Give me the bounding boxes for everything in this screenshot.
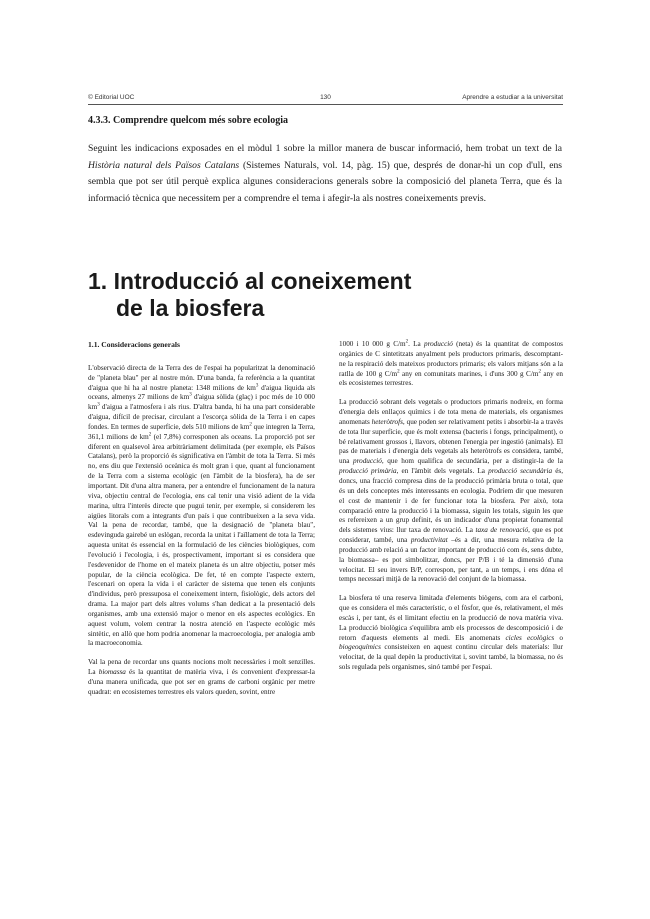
header-rule xyxy=(88,104,563,105)
right-column xyxy=(339,340,563,682)
left-column xyxy=(88,340,315,707)
intro-paragraph: Seguint les indicacions exposades en el mòdul 1 sobre la millor manera de buscar informació, hem trobat un text de la Història natural dels Països Catalans (Sistemes Naturals, vol. 14, pàg. 15) que, després de donar-hi un cop d'ull, ens sembla que pot ser útil perquè explica algunes consideracions generals sobre la composició del planeta Terra, que és la informació tècnica que necessitem per a comprendre el tema i afegir-la als nostres coneixements previs. xyxy=(88,143,562,204)
chapter-title-line2: de la biosfera xyxy=(116,295,265,321)
chapter-title-line1: 1. Introducció al coneixement xyxy=(88,268,412,294)
book-title-label: Aprendre a estudiar a la universitat xyxy=(462,94,563,101)
page-number: 130 xyxy=(320,94,331,101)
left-paragraph-2: Val la pena de recordar uns quants nocions molt necessàries i molt senzilles. La biomassa és la quantitat de matèria viva, i és convenient d'expressar-la d'una manera unificada, que pot ser en grams de carboni orgànic per metre quadrat: en ecosistemes terrestres els valors queden, sovint, entre xyxy=(88,658,315,696)
section-title: 4.3.3. Comprendre quelcom més sobre ecologia xyxy=(88,115,288,126)
right-paragraph-1: 1000 i 10 000 g $C/m^2$. La producció (neta) és la quantitat de compostos orgànics de C sintetitzats anyalment pels productors primaris, descomptant-ne la respiració dels mateixos productors primaris; els valors mitjans són a la ratlla de 100 g $C/m^2$ any en comunitats marines, i d'uns 300 g $C/m^2$ any en els ecosistemes terrestres. xyxy=(339,339,563,388)
chapter-title xyxy=(88,268,568,322)
subsection-title: 1.1. Consideracions generals xyxy=(88,340,180,349)
publisher-label: © Editorial UOC xyxy=(88,94,135,101)
left-paragraph-1: L'observació directa de la Terra des de l'espai ha popularitzat la denominació de "planeta blau" per al nostre món. D'una banda, fa referència a la quantitat d'aigua que hi ha al nostre planeta: 1348 milions de $km^3$ d'aigua líquida als oceans, almenys 27 milions de $km^3$ d'aigua sòlida (glaç) i poc més de 10 000 $km^3$ d'aigua a l'atmosfera i als rius. D'altra banda, hi ha una part considerable d'aigua, difícil de precisar, circulant a l'escorça sòlida de la Terra i en capes fondes. En termes de superfície, dels 510 milions de $km^2$ que integren la Terra, 361,1 milions de $km^2$ (el 7,8%) corresponen als oceans. La proporció pot ser diferent en qualsevol àrea arbitràriament delimitada (per exemple, els Països Catalans), però la proporció és significativa en l'àmbit de tota la Terra. Si més no, ens diu que l'extensió oceànica és molt gran i que, quant al funcionament de la Terra com a sistema ecològic (en l'àmbit de la biosfera), ha de ser important. Dit d'una altra manera, per a entendre el funcionament de la natura viva, objectiu central de l'ecologia, ens cal tenir una visió adient de la vida marina, ultra l'interès directe que pugui tenir, per exemple, si considerem les aigües litorals com a integrants d'un país i que contribueixen a la seva vida. Val la pena de recordar, també, que la designació de "planeta blau", esdevinguda gairebé un eslògan, recorda la unitat i l'aïllament de tota la Terra; aquesta unitat és essencial en la formulació de les ciències biològiques, com l'evolució i l'ecologia, i és, prospectivament, important si es considera que l'esdevenidor de l'home en el mateix planeta és un altre objectiu, potser més popular, de la ciència ecològica. De fet, té en compte l'aspecte extern, l'escenari on opera la vida i el caràcter de sistema que tenen els conjunts d'individus, però pressuposa el coneixement intern, fisiològic, dels actors del drama. La major part dels altres volums s'han dedicat a la presentació dels organismes, amb una extensió major o menor en els aspectes ecològics. En aquest volum, volem centrar la nostra atenció en l'aspecte ecològic més sintètic, en allò que hom podria anomenar la macroecologia, per analogia amb la macroeconomia. xyxy=(88,363,315,648)
right-paragraph-2: La producció sobrant dels vegetals o productors primaris nodreix, en forma d'energia dels enllaços químics i de tota mena de materials, els organismes anomenats heteròtrofs, que poden ser relativament petits i absorbir-la a través de tota llur superfície, que és molt extensa (bacteris i fongs, principalment), o bé relativament grossos i, llavors, obtenen l'energia per ingestió (animals). El pas de materials i d'energia dels vegetals als heteròtrofs es considera, també, una producció, que hom qualifica de secundària, per a distingir-la de la producció primària, en l'àmbit dels vegetals. La producció secundària és, doncs, una fracció compresa dins de la producció primària bruta o total, que és un dels conceptes més interessants en ecologia. Podríem dir que mesuren el cost de mantenir i de fer funcionar tota la biosfera. Per això, tota comparació entre la producció i la biomassa, siguin les totals, siguin les que es refereixen a un grup definit, és un indicador d'una propietat fonamental dels sistemes vius: llur taxa de renovació. La taxa de renovació, que es pot considerar, també, una productivitat –és a dir, una mesura relativa de la producció amb relació a un factor important de producció com és, sens dubte, la biomassa– es pot simbolitzar, doncs, per P/B i té la dimensió d'una velocitat. El seu invers B/P, correspon, per tant, a un temps, i ens dóna el temps necessari mitjà de la renovació del conjunt de la biomassa. xyxy=(339,398,563,584)
running-header xyxy=(88,94,563,104)
right-paragraph-3: La biosfera té una reserva limitada d'elements biògens, com ara el carboni, que es considera el més característic, o el fòsfor, que és, relativament, el més escàs i, per tant, és el limitant efectiu en la producció de nova matèria viva. La producció biològica s'equilibra amb els processos de descomposició i de retorn d'aquests elements al medi. Els anomenats cicles ecològics o biogeoquímics consisteixen en aquest continu circular dels materials: llur velocitat, de la qual depèn la productivitat i, sovint també, la biomassa, no és sols regulada pels organismes, sinó també per l'espai. xyxy=(339,594,563,672)
book-title-emphasis: Història natural dels Països Catalans xyxy=(88,159,240,171)
